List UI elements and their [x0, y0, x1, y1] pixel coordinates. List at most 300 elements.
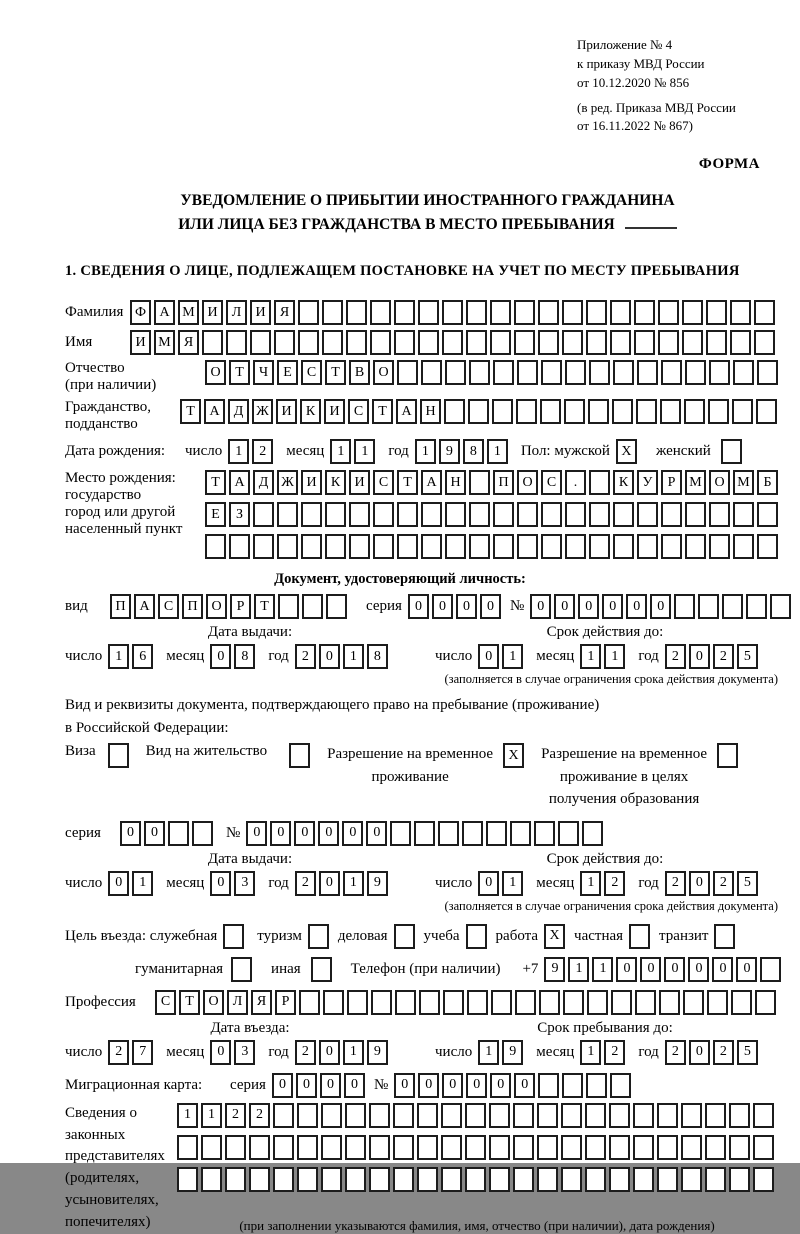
- birth-year-field-cell[interactable]: 1: [415, 439, 436, 464]
- citizenship-field-cell[interactable]: Н: [420, 399, 441, 424]
- representatives-row3-cell[interactable]: [633, 1167, 654, 1192]
- resid-valid-day-cell[interactable]: 1: [502, 871, 523, 896]
- given-name-field-cell[interactable]: [586, 330, 607, 355]
- phone-field-cell[interactable]: [760, 957, 781, 982]
- representatives-row3-cell[interactable]: [297, 1167, 318, 1192]
- birth-place-row2-cell[interactable]: [493, 502, 514, 527]
- birth-place-row2-cell[interactable]: З: [229, 502, 250, 527]
- given-name-field-cell[interactable]: [346, 330, 367, 355]
- resid-number-field-cell[interactable]: 0: [270, 821, 291, 846]
- surname-field-cell[interactable]: Ф: [130, 300, 151, 325]
- given-name-field[interactable]: [130, 330, 778, 355]
- doc-issue-year-cell[interactable]: 0: [319, 644, 340, 669]
- given-name-field-cell[interactable]: [706, 330, 727, 355]
- birth-place-row3-cell[interactable]: [517, 534, 538, 559]
- migcard-series-field-cell[interactable]: 0: [272, 1073, 293, 1098]
- phone-field-cell[interactable]: 1: [568, 957, 589, 982]
- surname-field-cell[interactable]: [322, 300, 343, 325]
- profession-field-cell[interactable]: Р: [275, 990, 296, 1015]
- representatives-row1-cell[interactable]: [633, 1103, 654, 1128]
- birth-place-row1-cell[interactable]: С: [373, 470, 394, 495]
- birth-place-row1-cell[interactable]: К: [613, 470, 634, 495]
- citizenship-field-cell[interactable]: [516, 399, 537, 424]
- profession-field-cell[interactable]: [347, 990, 368, 1015]
- resid-issue-day[interactable]: [108, 871, 156, 896]
- representatives-row2-cell[interactable]: [657, 1135, 678, 1160]
- birth-place-row1-cell[interactable]: .: [565, 470, 586, 495]
- birth-place-row3-cell[interactable]: [205, 534, 226, 559]
- sex-female-checkbox-cell[interactable]: [721, 439, 742, 464]
- birth-year-field-cell[interactable]: 1: [487, 439, 508, 464]
- surname-field-cell[interactable]: [418, 300, 439, 325]
- representatives-row1-cell[interactable]: [537, 1103, 558, 1128]
- stay-day[interactable]: [478, 1040, 526, 1065]
- birth-place-row1-cell[interactable]: И: [349, 470, 370, 495]
- given-name-field-cell[interactable]: Я: [178, 330, 199, 355]
- representatives-row2-cell[interactable]: [465, 1135, 486, 1160]
- resid-number-field[interactable]: [246, 821, 606, 846]
- birth-place-row3-cell[interactable]: [709, 534, 730, 559]
- representatives-row3-cell[interactable]: [177, 1167, 198, 1192]
- doc-valid-day[interactable]: [478, 644, 526, 669]
- doc-type-field-cell[interactable]: П: [182, 594, 203, 619]
- citizenship-field-cell[interactable]: [588, 399, 609, 424]
- given-name-field-cell[interactable]: [466, 330, 487, 355]
- doc-number-field-cell[interactable]: [746, 594, 767, 619]
- temp-resid-edu-checkbox-cell[interactable]: [717, 743, 738, 768]
- resid-number-field-cell[interactable]: 0: [294, 821, 315, 846]
- doc-number-field-cell[interactable]: [698, 594, 719, 619]
- doc-type-field-cell[interactable]: О: [206, 594, 227, 619]
- representatives-row1-cell[interactable]: [513, 1103, 534, 1128]
- patronymic-field-cell[interactable]: Т: [229, 360, 250, 385]
- representatives-row1-cell[interactable]: [345, 1103, 366, 1128]
- purpose-private-checkbox[interactable]: [629, 924, 653, 949]
- doc-type-field-cell[interactable]: А: [134, 594, 155, 619]
- resid-valid-month[interactable]: [580, 871, 628, 896]
- surname-field-cell[interactable]: [730, 300, 751, 325]
- migcard-number-field-cell[interactable]: [538, 1073, 559, 1098]
- profession-field-cell[interactable]: [635, 990, 656, 1015]
- migcard-number-field-cell[interactable]: 0: [442, 1073, 463, 1098]
- given-name-field-cell[interactable]: [562, 330, 583, 355]
- representatives-row1-cell[interactable]: [369, 1103, 390, 1128]
- representatives-row3-cell[interactable]: [585, 1167, 606, 1192]
- birth-day-field-cell[interactable]: 1: [228, 439, 249, 464]
- purpose-study-checkbox-cell[interactable]: [466, 924, 487, 949]
- representatives-row2-cell[interactable]: [273, 1135, 294, 1160]
- representatives-row1-cell[interactable]: [585, 1103, 606, 1128]
- given-name-field-cell[interactable]: [418, 330, 439, 355]
- resid-issue-year-cell[interactable]: 0: [319, 871, 340, 896]
- doc-issue-year[interactable]: [295, 644, 391, 669]
- doc-number-field-cell[interactable]: 0: [554, 594, 575, 619]
- citizenship-field-cell[interactable]: А: [396, 399, 417, 424]
- citizenship-field-cell[interactable]: [612, 399, 633, 424]
- given-name-field-cell[interactable]: И: [130, 330, 151, 355]
- birth-place-row3-cell[interactable]: [349, 534, 370, 559]
- profession-field-cell[interactable]: Я: [251, 990, 272, 1015]
- purpose-official-checkbox[interactable]: [223, 924, 247, 949]
- resid-number-field-cell[interactable]: 0: [342, 821, 363, 846]
- purpose-transit-checkbox[interactable]: [714, 924, 738, 949]
- patronymic-field-cell[interactable]: О: [205, 360, 226, 385]
- representatives-row1-cell[interactable]: [681, 1103, 702, 1128]
- birth-place-row1-cell[interactable]: Р: [661, 470, 682, 495]
- patronymic-field-cell[interactable]: [637, 360, 658, 385]
- surname-field-cell[interactable]: [634, 300, 655, 325]
- representatives-row2-cell[interactable]: [345, 1135, 366, 1160]
- migcard-number-field-cell[interactable]: 0: [514, 1073, 535, 1098]
- representatives-row2-cell[interactable]: [633, 1135, 654, 1160]
- citizenship-field-cell[interactable]: [468, 399, 489, 424]
- birth-month-field-cell[interactable]: 1: [354, 439, 375, 464]
- given-name-field-cell[interactable]: [538, 330, 559, 355]
- patronymic-field-cell[interactable]: Ч: [253, 360, 274, 385]
- birth-place-row3-cell[interactable]: [589, 534, 610, 559]
- birth-place-row3-cell[interactable]: [373, 534, 394, 559]
- representatives-row1-cell[interactable]: [753, 1103, 774, 1128]
- purpose-study-checkbox[interactable]: [466, 924, 490, 949]
- representatives-row3-cell[interactable]: [393, 1167, 414, 1192]
- given-name-field-cell[interactable]: [442, 330, 463, 355]
- surname-field-cell[interactable]: А: [154, 300, 175, 325]
- birth-place-row3-cell[interactable]: [685, 534, 706, 559]
- birth-place-row1-cell[interactable]: И: [301, 470, 322, 495]
- stay-month-cell[interactable]: 2: [604, 1040, 625, 1065]
- citizenship-field-cell[interactable]: И: [324, 399, 345, 424]
- migcard-series-field-cell[interactable]: 0: [344, 1073, 365, 1098]
- representatives-row1-cell[interactable]: [321, 1103, 342, 1128]
- migcard-number-field-cell[interactable]: 0: [466, 1073, 487, 1098]
- birth-place-row1-cell[interactable]: Н: [445, 470, 466, 495]
- profession-field-cell[interactable]: [731, 990, 752, 1015]
- representatives-row2-cell[interactable]: [321, 1135, 342, 1160]
- representatives-row3-cell[interactable]: [609, 1167, 630, 1192]
- birth-place-row3[interactable]: [205, 534, 781, 559]
- profession-field-cell[interactable]: [323, 990, 344, 1015]
- representatives-row3-cell[interactable]: [441, 1167, 462, 1192]
- surname-field-cell[interactable]: [490, 300, 511, 325]
- doc-issue-day-cell[interactable]: 6: [132, 644, 153, 669]
- visa-checkbox[interactable]: [108, 743, 132, 768]
- birth-place-row1-cell[interactable]: М: [685, 470, 706, 495]
- resid-issue-year-cell[interactable]: 2: [295, 871, 316, 896]
- profession-field-cell[interactable]: [539, 990, 560, 1015]
- doc-valid-year-cell[interactable]: 0: [689, 644, 710, 669]
- doc-issue-month-cell[interactable]: 8: [234, 644, 255, 669]
- doc-number-field-cell[interactable]: 0: [602, 594, 623, 619]
- patronymic-field-cell[interactable]: [685, 360, 706, 385]
- resid-series-field-cell[interactable]: [192, 821, 213, 846]
- birth-place-row1-cell[interactable]: Б: [757, 470, 778, 495]
- surname-field-cell[interactable]: [370, 300, 391, 325]
- migcard-series-field-cell[interactable]: 0: [296, 1073, 317, 1098]
- doc-valid-day-cell[interactable]: 0: [478, 644, 499, 669]
- entry-year-cell[interactable]: 9: [367, 1040, 388, 1065]
- birth-place-row1[interactable]: [205, 470, 781, 495]
- citizenship-field-cell[interactable]: [444, 399, 465, 424]
- patronymic-field-cell[interactable]: Т: [325, 360, 346, 385]
- representatives-row1[interactable]: [177, 1103, 777, 1128]
- birth-place-row2-cell[interactable]: [565, 502, 586, 527]
- birth-place-row3-cell[interactable]: [325, 534, 346, 559]
- entry-year-cell[interactable]: 1: [343, 1040, 364, 1065]
- patronymic-field-cell[interactable]: С: [301, 360, 322, 385]
- birth-place-row2-cell[interactable]: [445, 502, 466, 527]
- patronymic-field-cell[interactable]: О: [373, 360, 394, 385]
- given-name-field-cell[interactable]: [514, 330, 535, 355]
- birth-place-row2-cell[interactable]: [757, 502, 778, 527]
- citizenship-field-cell[interactable]: [756, 399, 777, 424]
- doc-issue-month-cell[interactable]: 0: [210, 644, 231, 669]
- resid-issue-day-cell[interactable]: 0: [108, 871, 129, 896]
- resid-number-field-cell[interactable]: [390, 821, 411, 846]
- birth-year-field-cell[interactable]: 9: [439, 439, 460, 464]
- doc-type-field-cell[interactable]: Т: [254, 594, 275, 619]
- surname-field-cell[interactable]: [706, 300, 727, 325]
- profession-field-cell[interactable]: [659, 990, 680, 1015]
- profession-field-cell[interactable]: Т: [179, 990, 200, 1015]
- profession-field-cell[interactable]: [395, 990, 416, 1015]
- given-name-field-cell[interactable]: [658, 330, 679, 355]
- given-name-field-cell[interactable]: [298, 330, 319, 355]
- resid-number-field-cell[interactable]: 0: [246, 821, 267, 846]
- birth-place-row3-cell[interactable]: [469, 534, 490, 559]
- representatives-row3-cell[interactable]: [249, 1167, 270, 1192]
- birth-place-row3-cell[interactable]: [661, 534, 682, 559]
- birth-place-row2-cell[interactable]: [349, 502, 370, 527]
- residence-permit-checkbox[interactable]: [289, 743, 313, 768]
- representatives-row1-cell[interactable]: [465, 1103, 486, 1128]
- profession-field-cell[interactable]: [563, 990, 584, 1015]
- birth-place-row2-cell[interactable]: [253, 502, 274, 527]
- resid-issue-day-cell[interactable]: 1: [132, 871, 153, 896]
- surname-field-cell[interactable]: [562, 300, 583, 325]
- representatives-row3-cell[interactable]: [489, 1167, 510, 1192]
- temp-resid-edu-checkbox[interactable]: [717, 743, 741, 768]
- resid-valid-month-cell[interactable]: 1: [580, 871, 601, 896]
- phone-field-cell[interactable]: 9: [544, 957, 565, 982]
- patronymic-field-cell[interactable]: [541, 360, 562, 385]
- birth-place-row2-cell[interactable]: [613, 502, 634, 527]
- representatives-row2-cell[interactable]: [513, 1135, 534, 1160]
- residence-permit-checkbox-cell[interactable]: [289, 743, 310, 768]
- doc-number-field-cell[interactable]: [674, 594, 695, 619]
- patronymic-field-cell[interactable]: [589, 360, 610, 385]
- purpose-private-checkbox-cell[interactable]: [629, 924, 650, 949]
- profession-field-cell[interactable]: [443, 990, 464, 1015]
- representatives-row2-cell[interactable]: [561, 1135, 582, 1160]
- representatives-row1-cell[interactable]: 1: [177, 1103, 198, 1128]
- surname-field-cell[interactable]: [586, 300, 607, 325]
- purpose-work-checkbox[interactable]: [544, 924, 568, 949]
- representatives-row3-cell[interactable]: [705, 1167, 726, 1192]
- entry-year-cell[interactable]: 0: [319, 1040, 340, 1065]
- citizenship-field-cell[interactable]: [660, 399, 681, 424]
- citizenship-field-cell[interactable]: [492, 399, 513, 424]
- given-name-field-cell[interactable]: [250, 330, 271, 355]
- birth-place-row1-cell[interactable]: У: [637, 470, 658, 495]
- resid-issue-month[interactable]: [210, 871, 258, 896]
- doc-series-field-cell[interactable]: 0: [456, 594, 477, 619]
- citizenship-field-cell[interactable]: [732, 399, 753, 424]
- patronymic-field-cell[interactable]: [613, 360, 634, 385]
- representatives-row2[interactable]: [177, 1135, 777, 1160]
- surname-field-cell[interactable]: [466, 300, 487, 325]
- birth-place-row2-cell[interactable]: [637, 502, 658, 527]
- entry-year[interactable]: [295, 1040, 391, 1065]
- birth-place-row2[interactable]: [205, 502, 781, 527]
- citizenship-field-cell[interactable]: Д: [228, 399, 249, 424]
- given-name-field-cell[interactable]: [394, 330, 415, 355]
- citizenship-field-cell[interactable]: Т: [180, 399, 201, 424]
- resid-number-field-cell[interactable]: [486, 821, 507, 846]
- birth-place-row1-cell[interactable]: М: [733, 470, 754, 495]
- representatives-row3-cell[interactable]: [369, 1167, 390, 1192]
- doc-type-field-cell[interactable]: Р: [230, 594, 251, 619]
- resid-valid-day-cell[interactable]: 0: [478, 871, 499, 896]
- representatives-row2-cell[interactable]: [609, 1135, 630, 1160]
- stay-year[interactable]: [665, 1040, 761, 1065]
- purpose-tourism-checkbox[interactable]: [308, 924, 332, 949]
- representatives-row3[interactable]: [177, 1167, 777, 1192]
- given-name-field-cell[interactable]: [730, 330, 751, 355]
- representatives-row2-cell[interactable]: [297, 1135, 318, 1160]
- patronymic-field-cell[interactable]: [565, 360, 586, 385]
- birth-place-row2-cell[interactable]: [421, 502, 442, 527]
- representatives-row2-cell[interactable]: [225, 1135, 246, 1160]
- surname-field-cell[interactable]: [346, 300, 367, 325]
- patronymic-field-cell[interactable]: [469, 360, 490, 385]
- representatives-row3-cell[interactable]: [201, 1167, 222, 1192]
- profession-field-cell[interactable]: О: [203, 990, 224, 1015]
- resid-valid-year[interactable]: [665, 871, 761, 896]
- representatives-row1-cell[interactable]: 2: [225, 1103, 246, 1128]
- purpose-business-checkbox-cell[interactable]: [394, 924, 415, 949]
- migcard-number-field[interactable]: [394, 1073, 634, 1098]
- sex-male-checkbox[interactable]: [616, 439, 640, 464]
- entry-day-cell[interactable]: 7: [132, 1040, 153, 1065]
- representatives-row2-cell[interactable]: [417, 1135, 438, 1160]
- birth-place-row1-cell[interactable]: Т: [397, 470, 418, 495]
- birth-place-row1-cell[interactable]: [589, 470, 610, 495]
- surname-field[interactable]: [130, 300, 778, 325]
- birth-day-field[interactable]: [228, 439, 276, 464]
- resid-valid-year-cell[interactable]: 0: [689, 871, 710, 896]
- birth-place-row2-cell[interactable]: [397, 502, 418, 527]
- representatives-row1-cell[interactable]: 1: [201, 1103, 222, 1128]
- resid-series-field-cell[interactable]: 0: [120, 821, 141, 846]
- birth-place-row1-cell[interactable]: Д: [253, 470, 274, 495]
- profession-field-cell[interactable]: [611, 990, 632, 1015]
- resid-series-field-cell[interactable]: [168, 821, 189, 846]
- representatives-row3-cell[interactable]: [225, 1167, 246, 1192]
- entry-month-cell[interactable]: 3: [234, 1040, 255, 1065]
- surname-field-cell[interactable]: [610, 300, 631, 325]
- representatives-row3-cell[interactable]: [561, 1167, 582, 1192]
- citizenship-field-cell[interactable]: [636, 399, 657, 424]
- given-name-field-cell[interactable]: [490, 330, 511, 355]
- surname-field-cell[interactable]: [298, 300, 319, 325]
- doc-issue-year-cell[interactable]: 2: [295, 644, 316, 669]
- birth-place-row3-cell[interactable]: [421, 534, 442, 559]
- birth-place-row1-cell[interactable]: С: [541, 470, 562, 495]
- doc-series-field-cell[interactable]: 0: [432, 594, 453, 619]
- representatives-row3-cell[interactable]: [681, 1167, 702, 1192]
- birth-place-row3-cell[interactable]: [733, 534, 754, 559]
- surname-field-cell[interactable]: Я: [274, 300, 295, 325]
- doc-number-field[interactable]: [530, 594, 794, 619]
- temp-resid-checkbox-cell[interactable]: X: [503, 743, 524, 768]
- purpose-other-checkbox-cell[interactable]: [311, 957, 332, 982]
- given-name-field-cell[interactable]: [634, 330, 655, 355]
- surname-field-cell[interactable]: [442, 300, 463, 325]
- birth-place-row2-cell[interactable]: [733, 502, 754, 527]
- migcard-series-field[interactable]: [272, 1073, 368, 1098]
- representatives-row3-cell[interactable]: [345, 1167, 366, 1192]
- purpose-tourism-checkbox-cell[interactable]: [308, 924, 329, 949]
- phone-field-cell[interactable]: 0: [664, 957, 685, 982]
- doc-valid-year-cell[interactable]: 2: [713, 644, 734, 669]
- resid-issue-year[interactable]: [295, 871, 391, 896]
- stay-day-cell[interactable]: 1: [478, 1040, 499, 1065]
- profession-field-cell[interactable]: [491, 990, 512, 1015]
- phone-field-cell[interactable]: 0: [736, 957, 757, 982]
- birth-place-row2-cell[interactable]: [685, 502, 706, 527]
- representatives-row3-cell[interactable]: [657, 1167, 678, 1192]
- given-name-field-cell[interactable]: [610, 330, 631, 355]
- doc-series-field-cell[interactable]: 0: [408, 594, 429, 619]
- migcard-series-field-cell[interactable]: 0: [320, 1073, 341, 1098]
- representatives-row3-cell[interactable]: [537, 1167, 558, 1192]
- representatives-row1-cell[interactable]: [489, 1103, 510, 1128]
- doc-issue-day[interactable]: [108, 644, 156, 669]
- entry-month[interactable]: [210, 1040, 258, 1065]
- purpose-humanitarian-checkbox[interactable]: [231, 957, 255, 982]
- birth-place-row1-cell[interactable]: А: [229, 470, 250, 495]
- doc-number-field-cell[interactable]: 0: [578, 594, 599, 619]
- doc-type-field-cell[interactable]: [326, 594, 347, 619]
- birth-place-row2-cell[interactable]: [589, 502, 610, 527]
- birth-place-row3-cell[interactable]: [637, 534, 658, 559]
- resid-issue-year-cell[interactable]: 1: [343, 871, 364, 896]
- surname-field-cell[interactable]: [538, 300, 559, 325]
- resid-number-field-cell[interactable]: [534, 821, 555, 846]
- birth-year-field-cell[interactable]: 8: [463, 439, 484, 464]
- given-name-field-cell[interactable]: М: [154, 330, 175, 355]
- representatives-row3-cell[interactable]: [321, 1167, 342, 1192]
- representatives-row1-cell[interactable]: [609, 1103, 630, 1128]
- patronymic-field-cell[interactable]: Е: [277, 360, 298, 385]
- birth-month-field[interactable]: [330, 439, 378, 464]
- birth-place-row2-cell[interactable]: [325, 502, 346, 527]
- profession-field-cell[interactable]: [371, 990, 392, 1015]
- doc-valid-month-cell[interactable]: 1: [580, 644, 601, 669]
- doc-valid-month-cell[interactable]: 1: [604, 644, 625, 669]
- profession-field-cell[interactable]: [587, 990, 608, 1015]
- surname-field-cell[interactable]: [658, 300, 679, 325]
- surname-field-cell[interactable]: [682, 300, 703, 325]
- doc-valid-year-cell[interactable]: 2: [665, 644, 686, 669]
- surname-field-cell[interactable]: [394, 300, 415, 325]
- citizenship-field-cell[interactable]: И: [276, 399, 297, 424]
- birth-place-row1-cell[interactable]: П: [493, 470, 514, 495]
- doc-series-field-cell[interactable]: 0: [480, 594, 501, 619]
- profession-field-cell[interactable]: [467, 990, 488, 1015]
- citizenship-field-cell[interactable]: [708, 399, 729, 424]
- birth-place-row1-cell[interactable]: О: [709, 470, 730, 495]
